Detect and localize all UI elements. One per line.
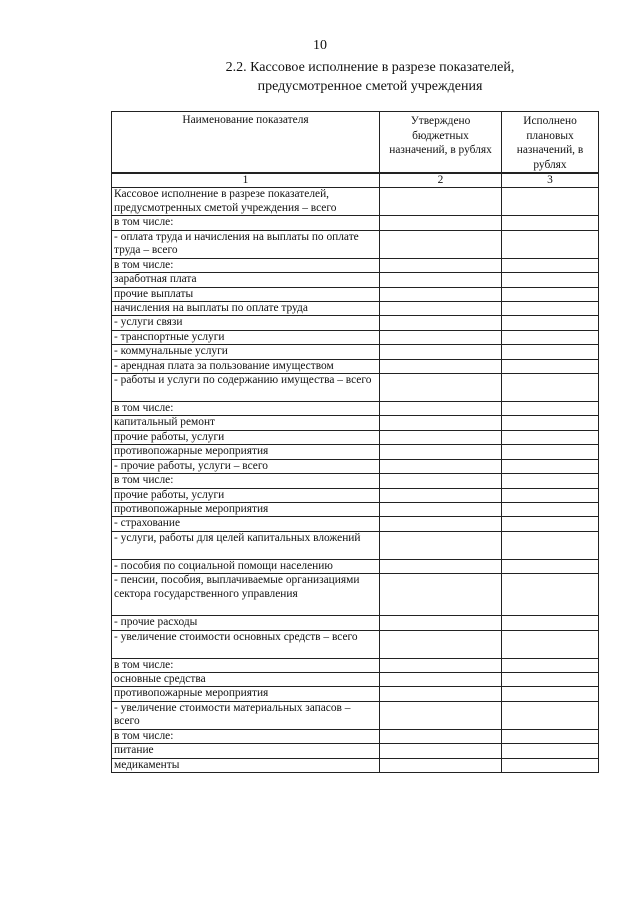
executed-amount-cell (502, 658, 599, 672)
executed-amount-cell (502, 359, 599, 373)
executed-amount-cell (502, 488, 599, 502)
column-number-2: 2 (380, 173, 502, 188)
header-executed: Исполнено плановых назначений, в рублях (502, 112, 599, 174)
executed-amount-cell (502, 302, 599, 316)
approved-amount-cell (380, 531, 502, 559)
indicator-name-cell: Кассовое исполнение в разрезе показателей, предусмотренных сметой учреждения – всего (112, 188, 380, 216)
approved-amount-cell (380, 744, 502, 758)
indicator-name-cell: противопожарные мероприятия (112, 502, 380, 516)
approved-amount-cell (380, 687, 502, 701)
table-row (112, 430, 599, 444)
executed-amount-cell (502, 729, 599, 743)
approved-amount-cell (380, 430, 502, 444)
approved-amount-cell (380, 630, 502, 658)
approved-amount-cell (380, 402, 502, 416)
executed-amount-cell (502, 531, 599, 559)
table-row (112, 559, 599, 573)
executed-amount-cell (502, 330, 599, 344)
table-row (112, 258, 599, 272)
indicator-name-cell: заработная плата (112, 273, 380, 287)
indicator-name-cell: противопожарные мероприятия (112, 445, 380, 459)
approved-amount-cell (380, 459, 502, 473)
indicator-name-cell: в том числе: (112, 216, 380, 230)
indicator-name-cell: - пенсии, пособия, выплачиваемые организациями сектора государственного управления (112, 574, 380, 616)
table-row (112, 345, 599, 359)
executed-amount-cell (502, 672, 599, 686)
approved-amount-cell (380, 729, 502, 743)
executed-amount-cell (502, 273, 599, 287)
table-row (112, 616, 599, 630)
section-title-line-1: 2.2. Кассовое исполнение в разрезе показателей, (225, 60, 515, 75)
indicator-name-cell: в том числе: (112, 474, 380, 488)
indicator-name-cell: - увеличение стоимости основных средств – всего (112, 630, 380, 658)
table-body (112, 188, 599, 773)
executed-amount-cell (502, 701, 599, 729)
table-row (112, 273, 599, 287)
table-row (112, 531, 599, 559)
approved-amount-cell (380, 230, 502, 258)
cash-execution-table (111, 111, 599, 773)
indicator-name-cell: - оплата труда и начисления на выплаты по оплате труда – всего (112, 230, 380, 258)
indicator-name-cell: - увеличение стоимости материальных запасов – всего (112, 701, 380, 729)
indicator-name-cell: - страхование (112, 517, 380, 531)
indicator-name-cell: - работы и услуги по содержанию имущества – всего (112, 374, 380, 402)
column-number-row (112, 173, 599, 188)
executed-amount-cell (502, 374, 599, 402)
indicator-name-cell: в том числе: (112, 402, 380, 416)
table-row (112, 402, 599, 416)
page-number: 10 (313, 38, 327, 53)
executed-amount-cell (502, 459, 599, 473)
executed-amount-cell (502, 630, 599, 658)
executed-amount-cell (502, 216, 599, 230)
approved-amount-cell (380, 574, 502, 616)
approved-amount-cell (380, 658, 502, 672)
approved-amount-cell (380, 758, 502, 772)
approved-amount-cell (380, 374, 502, 402)
approved-amount-cell (380, 359, 502, 373)
approved-amount-cell (380, 258, 502, 272)
approved-amount-cell (380, 701, 502, 729)
table-row (112, 216, 599, 230)
table-row (112, 316, 599, 330)
indicator-name-cell: прочие выплаты (112, 287, 380, 301)
table-row (112, 302, 599, 316)
indicator-name-cell: медикаменты (112, 758, 380, 772)
approved-amount-cell (380, 502, 502, 516)
table-row (112, 687, 599, 701)
executed-amount-cell (502, 402, 599, 416)
indicator-name-cell: в том числе: (112, 258, 380, 272)
table-row (112, 744, 599, 758)
section-title-line-2: предусмотренное сметой учреждения (257, 79, 483, 94)
indicator-name-cell: в том числе: (112, 658, 380, 672)
table-row (112, 416, 599, 430)
approved-amount-cell (380, 416, 502, 430)
table-row (112, 287, 599, 301)
approved-amount-cell (380, 672, 502, 686)
indicator-name-cell: - пособия по социальной помощи населению (112, 559, 380, 573)
table-row (112, 474, 599, 488)
indicator-name-cell: противопожарные мероприятия (112, 687, 380, 701)
indicator-name-cell: - прочие расходы (112, 616, 380, 630)
executed-amount-cell (502, 517, 599, 531)
executed-amount-cell (502, 316, 599, 330)
executed-amount-cell (502, 188, 599, 216)
table-row (112, 374, 599, 402)
table-row (112, 502, 599, 516)
header-indicator-name: Наименование показателя (112, 112, 380, 174)
approved-amount-cell (380, 345, 502, 359)
indicator-name-cell: капитальный ремонт (112, 416, 380, 430)
executed-amount-cell (502, 416, 599, 430)
table-row (112, 672, 599, 686)
table-row (112, 574, 599, 616)
table-row (112, 701, 599, 729)
executed-amount-cell (502, 616, 599, 630)
approved-amount-cell (380, 559, 502, 573)
approved-amount-cell (380, 616, 502, 630)
indicator-name-cell: - услуги связи (112, 316, 380, 330)
approved-amount-cell (380, 474, 502, 488)
executed-amount-cell (502, 430, 599, 444)
table-row (112, 729, 599, 743)
indicator-name-cell: - транспортные услуги (112, 330, 380, 344)
section-title (160, 58, 580, 96)
executed-amount-cell (502, 687, 599, 701)
executed-amount-cell (502, 559, 599, 573)
column-number-3: 3 (502, 173, 599, 188)
header-approved: Утверждено бюджетных назначений, в рублях (380, 112, 502, 174)
indicator-name-cell: питание (112, 744, 380, 758)
table-row (112, 517, 599, 531)
executed-amount-cell (502, 345, 599, 359)
indicator-name-cell: - прочие работы, услуги – всего (112, 459, 380, 473)
table-row (112, 658, 599, 672)
indicator-name-cell: основные средства (112, 672, 380, 686)
table-header-row (112, 112, 599, 174)
indicator-name-cell: - арендная плата за пользование имуществом (112, 359, 380, 373)
approved-amount-cell (380, 216, 502, 230)
approved-amount-cell (380, 188, 502, 216)
executed-amount-cell (502, 474, 599, 488)
executed-amount-cell (502, 230, 599, 258)
executed-amount-cell (502, 574, 599, 616)
indicator-name-cell: прочие работы, услуги (112, 430, 380, 444)
executed-amount-cell (502, 758, 599, 772)
column-number-1: 1 (112, 173, 380, 188)
approved-amount-cell (380, 287, 502, 301)
approved-amount-cell (380, 273, 502, 287)
table-row (112, 330, 599, 344)
executed-amount-cell (502, 445, 599, 459)
executed-amount-cell (502, 287, 599, 301)
table-row (112, 445, 599, 459)
approved-amount-cell (380, 302, 502, 316)
approved-amount-cell (380, 316, 502, 330)
executed-amount-cell (502, 502, 599, 516)
executed-amount-cell (502, 744, 599, 758)
table-row (112, 488, 599, 502)
indicator-name-cell: - услуги, работы для целей капитальных вложений (112, 531, 380, 559)
approved-amount-cell (380, 488, 502, 502)
approved-amount-cell (380, 517, 502, 531)
indicator-name-cell: в том числе: (112, 729, 380, 743)
indicator-name-cell: прочие работы, услуги (112, 488, 380, 502)
approved-amount-cell (380, 330, 502, 344)
table-row (112, 758, 599, 772)
table-row (112, 630, 599, 658)
executed-amount-cell (502, 258, 599, 272)
table-row (112, 459, 599, 473)
table-row (112, 188, 599, 216)
table-row (112, 359, 599, 373)
indicator-name-cell: начисления на выплаты по оплате труда (112, 302, 380, 316)
table-row (112, 230, 599, 258)
indicator-name-cell: - коммунальные услуги (112, 345, 380, 359)
approved-amount-cell (380, 445, 502, 459)
